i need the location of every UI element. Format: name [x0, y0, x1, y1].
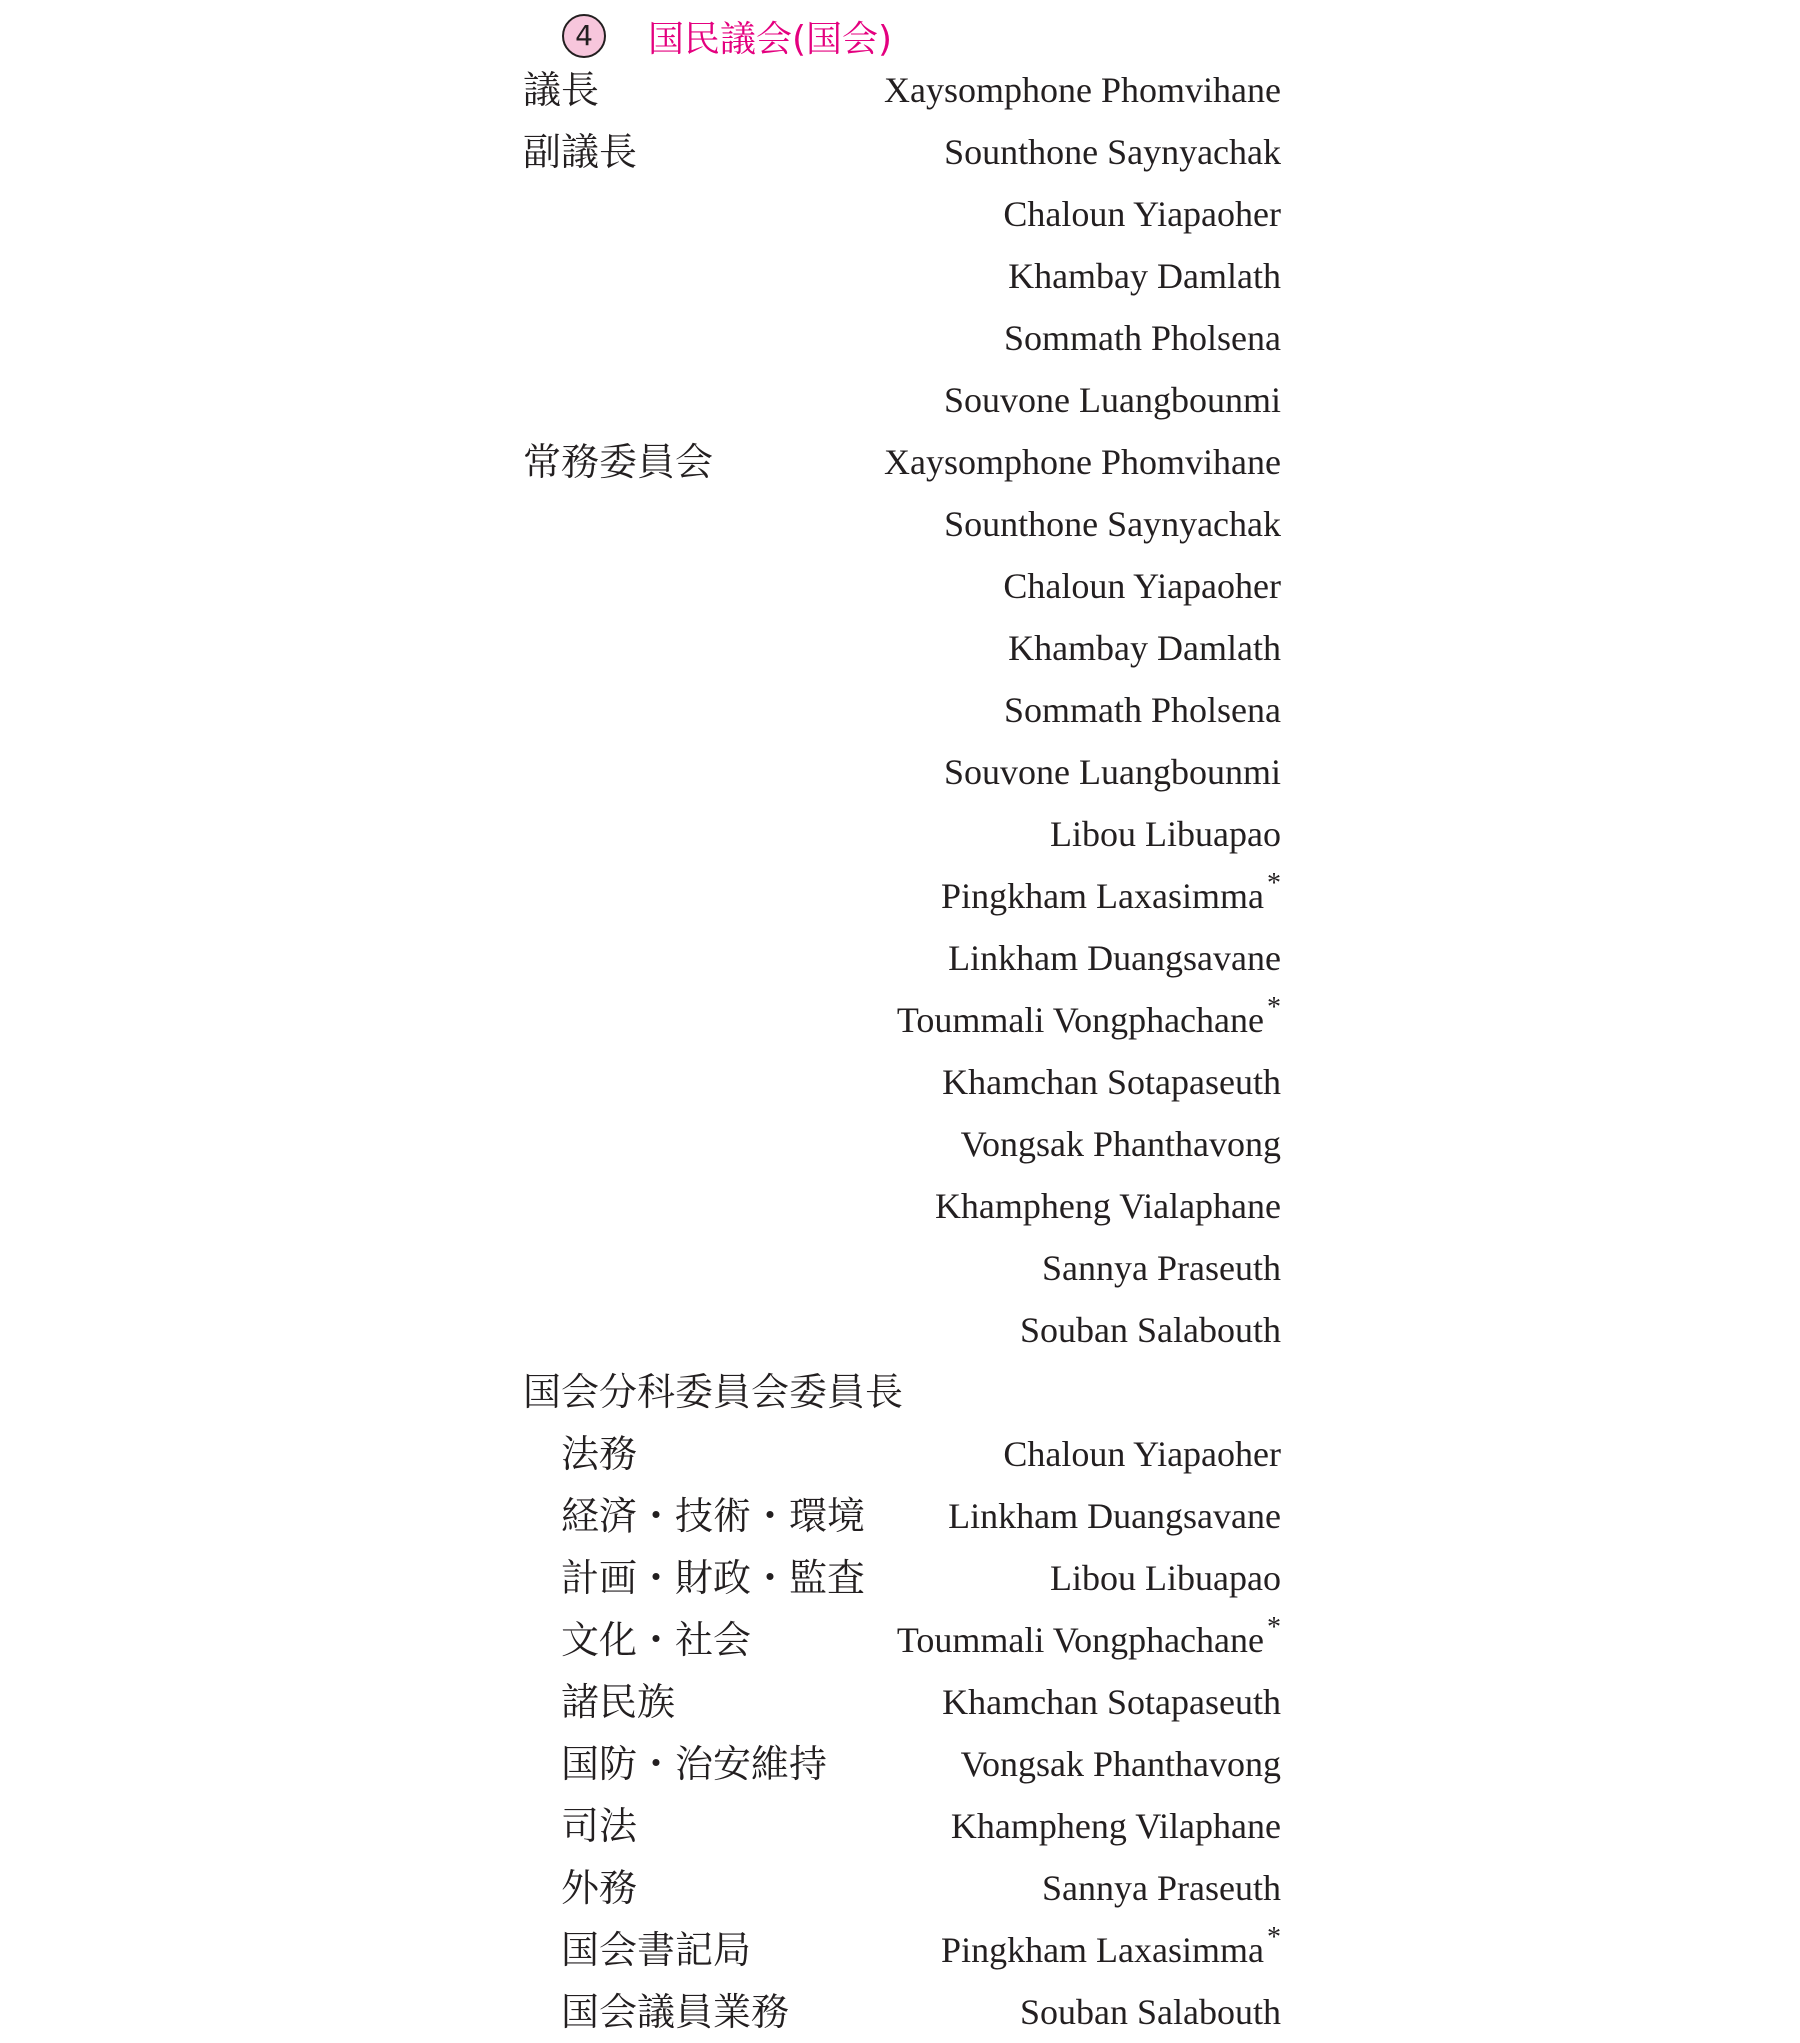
person-name-text: Chaloun Yiapaoher: [1003, 1434, 1281, 1474]
official-row: [0, 121, 1800, 183]
person-name-text: Souvone Luangbounmi: [944, 380, 1281, 420]
person-name: [942, 1671, 1281, 1733]
person-name: [941, 1919, 1281, 1985]
official-row: [0, 1733, 1800, 1795]
committee-name: 国会議員業務: [561, 1990, 790, 2034]
person-name: [1003, 1423, 1281, 1485]
person-name: [1050, 803, 1281, 865]
person-name-text: Souban Salabouth: [1020, 1310, 1281, 1350]
official-row: [0, 307, 1800, 369]
official-row: [0, 989, 1800, 1051]
official-row: [0, 617, 1800, 679]
person-name-text: Sounthone Saynyachak: [944, 504, 1281, 544]
official-row: [0, 927, 1800, 989]
position-label: 議長: [523, 68, 600, 112]
person-name-text: Libou Libuapao: [1050, 1558, 1281, 1598]
official-row: [0, 1423, 1800, 1485]
official-row: [0, 1299, 1800, 1361]
person-name-text: Vongsak Phanthavong: [960, 1744, 1281, 1784]
person-name-text: Libou Libuapao: [1050, 814, 1281, 854]
person-name-text: Pingkham Laxasimma: [941, 1930, 1264, 1970]
official-row: [0, 803, 1800, 865]
official-row: [0, 1547, 1800, 1609]
person-name: [935, 1175, 1281, 1237]
official-row: [0, 1113, 1800, 1175]
committee-name: 国会書記局: [561, 1928, 752, 1972]
person-name-text: Sounthone Saynyachak: [944, 132, 1281, 172]
official-row: [0, 493, 1800, 555]
person-name: [1042, 1237, 1281, 1299]
person-name: [941, 865, 1281, 931]
official-row: [0, 679, 1800, 741]
person-name-text: Toummali Vongphachane: [896, 1000, 1264, 1040]
official-row: [0, 1919, 1800, 1981]
person-name-text: Khampheng Vialaphane: [934, 1186, 1281, 1226]
asterisk-mark: *: [1267, 1612, 1281, 1643]
person-name: [944, 121, 1281, 183]
person-name-text: Souban Salabouth: [1020, 1992, 1281, 2032]
section-heading: [562, 10, 892, 62]
person-name: [944, 369, 1281, 431]
committee-name: 法務: [561, 1432, 638, 1476]
person-name: [942, 1051, 1281, 1113]
person-name: [897, 989, 1281, 1055]
person-name: [961, 1733, 1281, 1795]
person-name: [1042, 1857, 1281, 1919]
person-name: [897, 1609, 1281, 1675]
person-name: [951, 1795, 1281, 1857]
official-row: [0, 1857, 1800, 1919]
committee-name: 国防・治安維持: [561, 1742, 828, 1786]
person-name: [1008, 245, 1281, 307]
person-name-text: Toummali Vongphachane: [896, 1620, 1264, 1660]
person-name: [1004, 307, 1281, 369]
person-name-text: Sannya Praseuth: [1042, 1248, 1281, 1288]
person-name: [944, 493, 1281, 555]
asterisk-mark: *: [1267, 992, 1281, 1023]
person-name-text: Chaloun Yiapaoher: [1003, 566, 1281, 606]
person-name-text: Khambay Damlath: [1008, 628, 1281, 668]
official-row: [0, 1237, 1800, 1299]
committee-name: 経済・技術・環境: [561, 1494, 866, 1538]
person-name-text: Khambay Damlath: [1008, 256, 1281, 296]
official-row: [0, 741, 1800, 803]
person-name-text: Vongsak Phanthavong: [960, 1124, 1281, 1164]
section-number-badge: 4: [562, 14, 606, 58]
person-name-text: Xaysomphone Phomvihane: [884, 442, 1281, 482]
person-name: [884, 431, 1281, 493]
position-label: 副議長: [523, 130, 638, 174]
person-name: [1003, 555, 1281, 617]
person-name-text: Khamchan Sotapaseuth: [942, 1062, 1281, 1102]
official-row: [0, 1981, 1800, 2043]
official-row: [0, 245, 1800, 307]
person-name-text: Khampheng Vilaphane: [950, 1806, 1281, 1846]
person-name: [1050, 1547, 1281, 1609]
official-row: [0, 1175, 1800, 1237]
position-label: 国会分科委員会委員長: [523, 1370, 904, 1414]
section-title: 国民議会(国会): [648, 18, 893, 60]
official-row: [0, 1671, 1800, 1733]
person-name-text: Linkham Duangsavane: [948, 938, 1281, 978]
person-name-text: Sommath Pholsena: [1004, 318, 1281, 358]
asterisk-mark: *: [1267, 1922, 1281, 1953]
person-name-text: Sommath Pholsena: [1004, 690, 1281, 730]
asterisk-mark: *: [1267, 868, 1281, 899]
person-name-text: Souvone Luangbounmi: [944, 752, 1281, 792]
official-row: [0, 1795, 1800, 1857]
person-name: [948, 1485, 1281, 1547]
official-row: [0, 555, 1800, 617]
person-name-text: Khamchan Sotapaseuth: [942, 1682, 1281, 1722]
person-name-text: Sannya Praseuth: [1042, 1868, 1281, 1908]
committee-name: 文化・社会: [561, 1618, 752, 1662]
person-name-text: Pingkham Laxasimma: [941, 876, 1264, 916]
official-row: [0, 865, 1800, 927]
position-label: 常務委員会: [523, 440, 714, 484]
person-name: [1008, 617, 1281, 679]
person-name: [948, 927, 1281, 989]
committee-name: 計画・財政・監査: [561, 1556, 866, 1600]
person-name-text: Linkham Duangsavane: [948, 1496, 1281, 1536]
committee-name: 司法: [561, 1804, 638, 1848]
person-name: [961, 1113, 1281, 1175]
person-name: [1020, 1299, 1281, 1361]
person-name: [944, 741, 1281, 803]
committee-name: 諸民族: [561, 1680, 676, 1724]
official-row: [0, 183, 1800, 245]
person-name: [1004, 679, 1281, 741]
person-name-text: Xaysomphone Phomvihane: [884, 70, 1281, 110]
official-row: [0, 1361, 1800, 1423]
person-name-text: Chaloun Yiapaoher: [1003, 194, 1281, 234]
official-row: [0, 1485, 1800, 1547]
official-row: [0, 431, 1800, 493]
official-row: [0, 1051, 1800, 1113]
committee-name: 外務: [561, 1866, 638, 1910]
official-row: [0, 369, 1800, 431]
official-row: [0, 1609, 1800, 1671]
official-row: [0, 59, 1800, 121]
person-name: [1003, 183, 1281, 245]
person-name: [1020, 1981, 1281, 2043]
person-name: [884, 59, 1281, 121]
